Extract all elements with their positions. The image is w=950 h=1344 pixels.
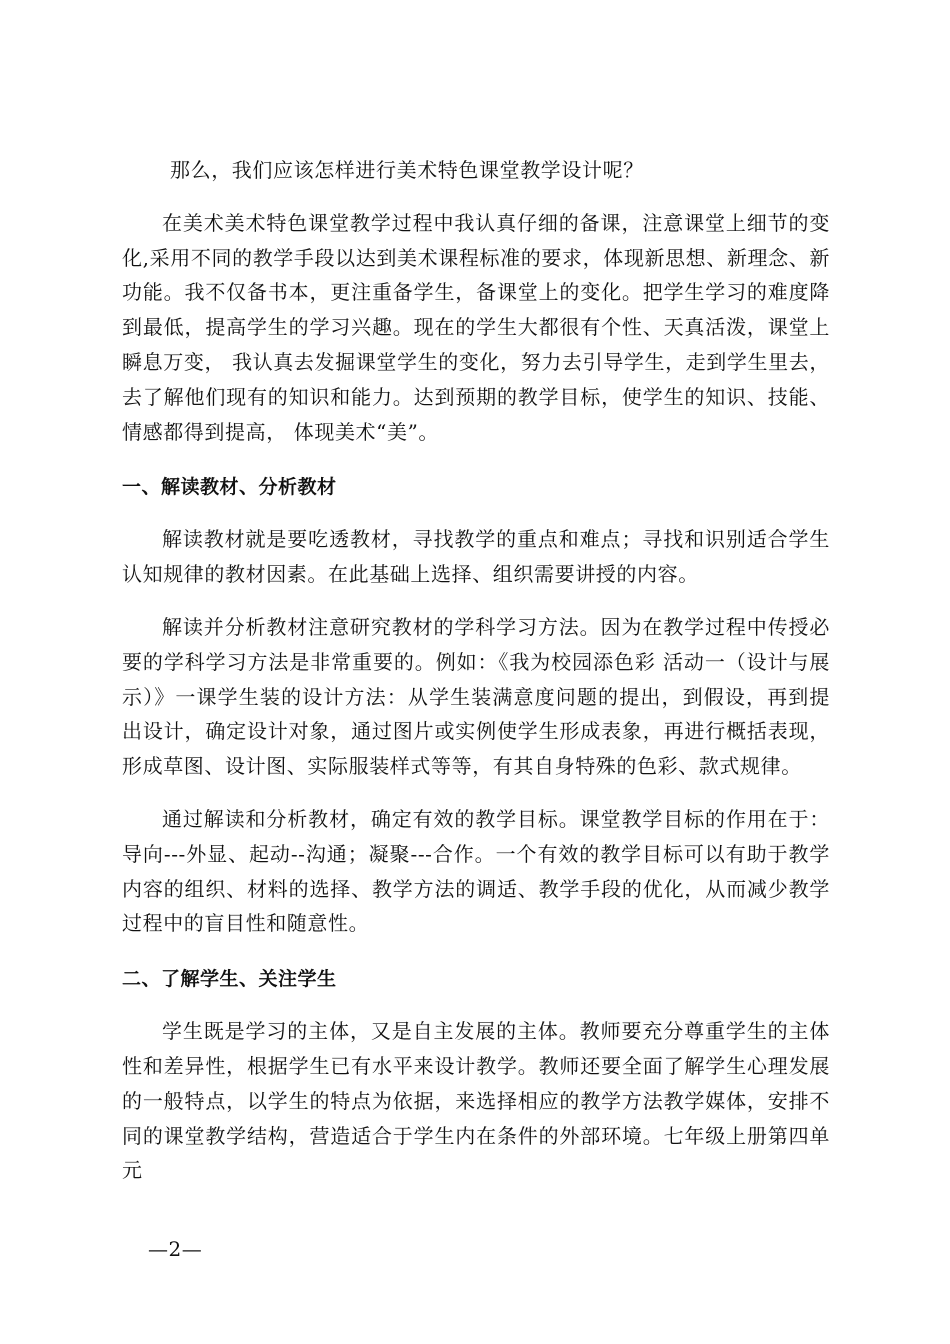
document-body [122, 153, 830, 1188]
intro-paragraph: 在美术美术特色课堂教学过程中我认真仔细的备课，注意课堂上细节的变化,采用不同的教学手段以达到美术课程标准的要求，体现新思想、新理念、新功能。我不仅备书本，更注重备学生，备课堂上的变化。把学生学习的难度降到最低，提高学生的学习兴趣。现在的学生大都很有个性、天真活泼，课堂上瞬息万变， 我认真去发掘课堂学生的变化，努力去引导学生，走到学生里去，去了解他们现有的知识和能力。达到预期的教学目标，使学生的知识、技能、情感都得到提高， 体现美术“美”。 [122, 210, 830, 444]
section2-paragraph-1: 学生既是学习的主体，又是自主发展的主体。教师要充分尊重学生的主体性和差异性，根据学生已有水平来设计教学。教师还要全面了解学生心理发展的一般特点，以学生的特点为依据，来选择相应的教学方法教学媒体，安排不同的课堂教学结构，营造适合于学生内在条件的外部环境。七年级上册第四单元 [122, 1019, 830, 1183]
section1-paragraph-3: 通过解读和分析教材，确定有效的教学目标。课堂教学目标的作用在于：导向---外显、起动--沟通；凝聚---合作。一个有效的教学目标可以有助于教学内容的组织、材料的选择、教学方法的调适、教学手段的优化，从而减少教学过程中的盲目性和随意性。 [122, 806, 830, 936]
section1-paragraph-2: 解读并分析教材注意研究教材的学科学习方法。因为在教学过程中传授必要的学科学习方法是非常重要的。例如：《我为校园添色彩 活动一（设计与展示）》一课学生装的设计方法：从学生装满意度问题的提出，到假设，再到提出设计，确定设计对象，通过图片或实例使学生形成表象，再进行概括表现，形成草图、设计图、实际服装样式等等，有其自身特殊的色彩、款式规律。 [122, 614, 830, 779]
intro-question: 那么，我们应该怎样进行美术特色课堂教学设计呢？ [170, 158, 644, 182]
section1-paragraph-1: 解读教材就是要吃透教材，寻找教学的重点和难点；寻找和识别适合学生认知规律的教材因素。在此基础上选择、组织需要讲授的内容。 [122, 527, 830, 587]
section-heading-1: 一、解读教材、分析教材 [122, 476, 337, 499]
page-number: —2— [148, 1237, 203, 1261]
section-heading-2: 二、了解学生、关注学生 [122, 968, 337, 991]
